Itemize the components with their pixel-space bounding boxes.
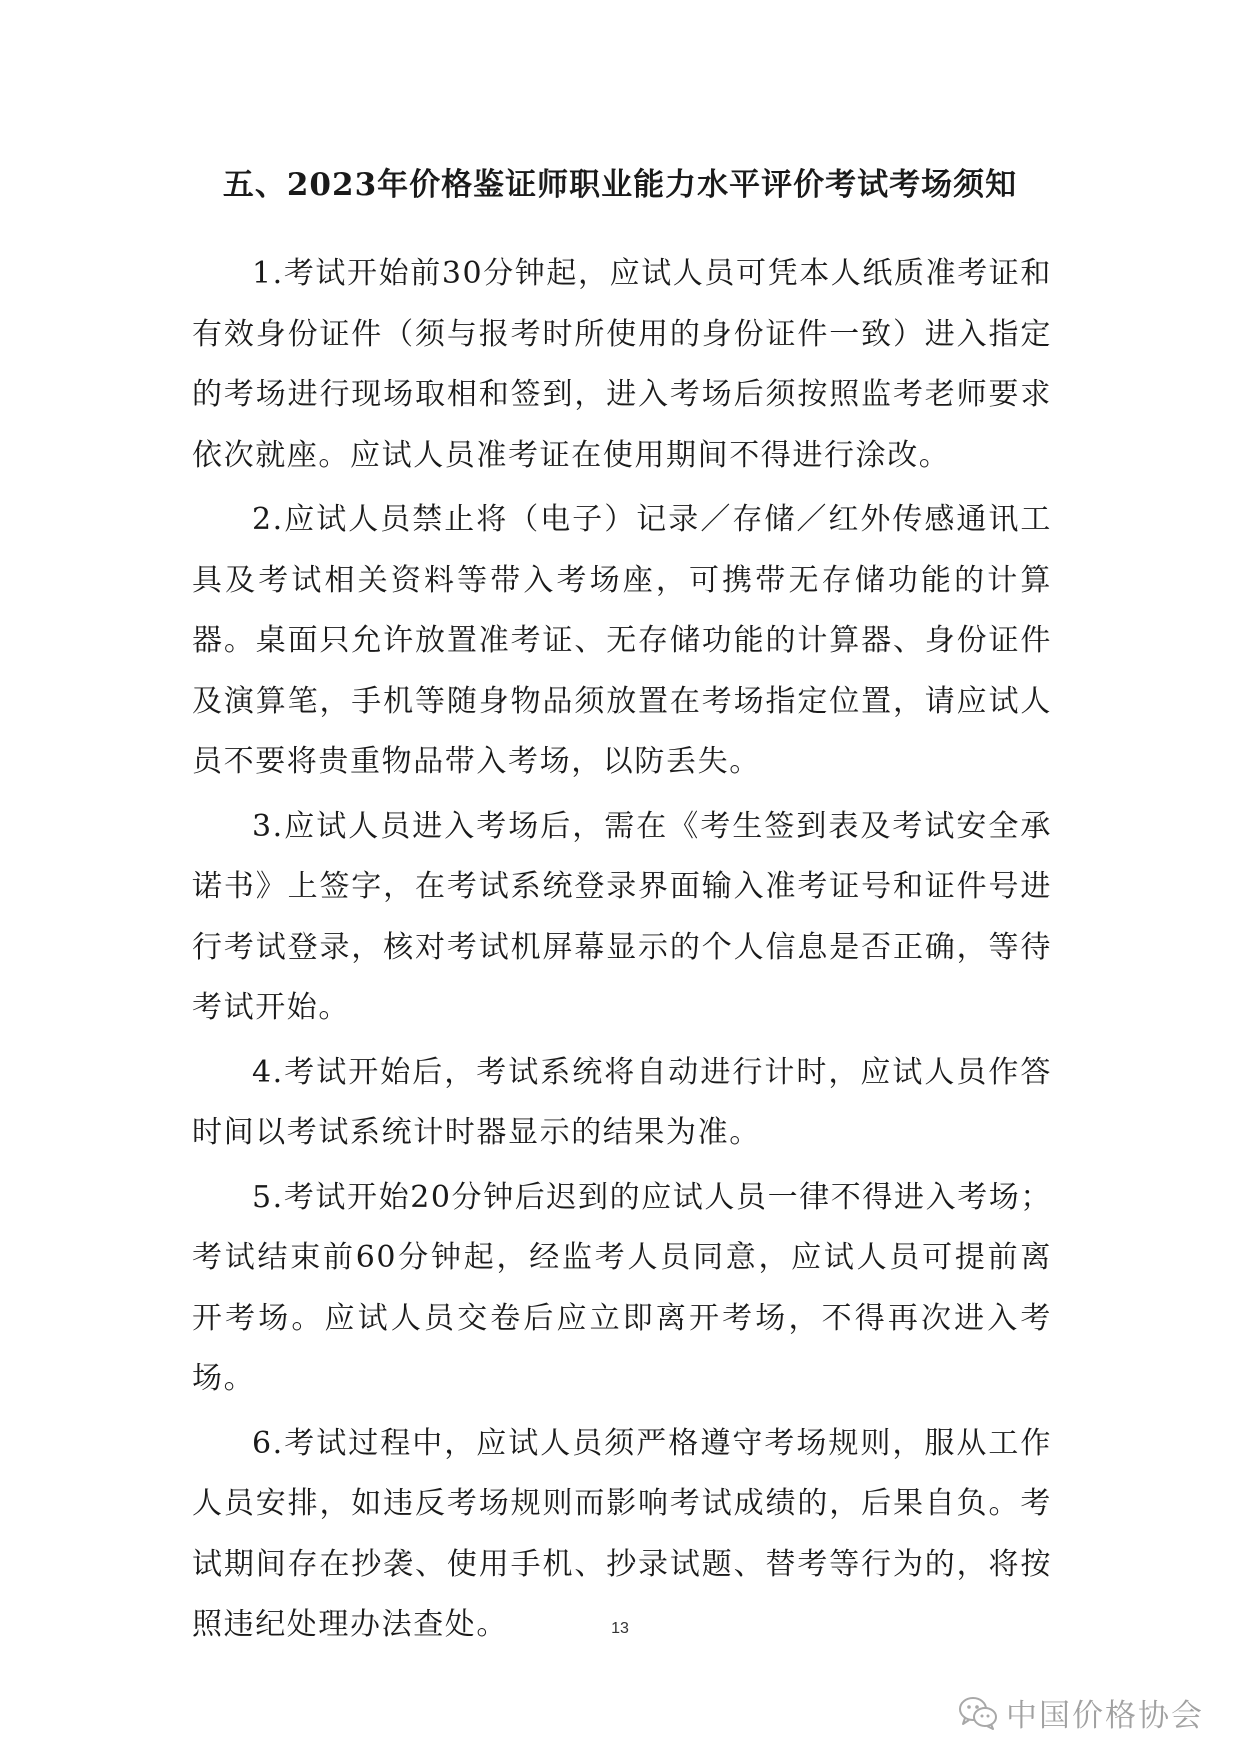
paragraph-3: 3.应试人员进入考场后，需在《考生签到表及考试安全承诺书》上签字，在考试系统登录界面输入准考证号和证件号进行考试登录，核对考试机屏幕显示的个人信息是否正确，等待考试开始。 <box>192 808 1052 1025</box>
page-number: 13 <box>611 1620 629 1637</box>
watermark <box>958 1690 1204 1735</box>
paragraph-6: 6.考试过程中，应试人员须严格遵守考场规则，服从工作人员安排，如违反考场规则而影响考试成绩的，后果自负。考试期间存在抄袭、使用手机、抄录试题、替考等行为的，将按照违纪处理办法查处。 <box>192 1425 1052 1642</box>
wechat-icon <box>958 1696 998 1730</box>
paragraph-5: 5.考试开始20分钟后迟到的应试人员一律不得进入考场；考试结束前60分钟起，经监考人员同意，应试人员可提前离开考场。应试人员交卷后应立即离开考场，不得再次进入考场。 <box>192 1179 1052 1396</box>
paragraph-4: 4.考试开始后，考试系统将自动进行计时，应试人员作答时间以考试系统计时器显示的结果为准。 <box>192 1054 1052 1150</box>
paragraph-1: 1.考试开始前30分钟起，应试人员可凭本人纸质准考证和有效身份证件（须与报考时所使用的身份证件一致）进入指定的考场进行现场取相和签到，进入考场后须按照监考老师要求依次就座。应试人员准考证在使用期间不得进行涂改。 <box>192 256 1052 473</box>
document-title: 五、2023年价格鉴证师职业能力水平评价考试考场须知 <box>222 167 1018 203</box>
watermark-text: 中国价格协会 <box>1006 1698 1204 1734</box>
document-body <box>192 244 1052 1660</box>
paragraph-2: 2.应试人员禁止将（电子）记录／存储／红外传感通讯工具及考试相关资料等带入考场座，可携带无存储功能的计算器。桌面只允许放置准考证、无存储功能的计算器、身份证件及演算笔，手机等随身物品须放置在考场指定位置，请应试人员不要将贵重物品带入考场，以防丢失。 <box>192 502 1052 779</box>
